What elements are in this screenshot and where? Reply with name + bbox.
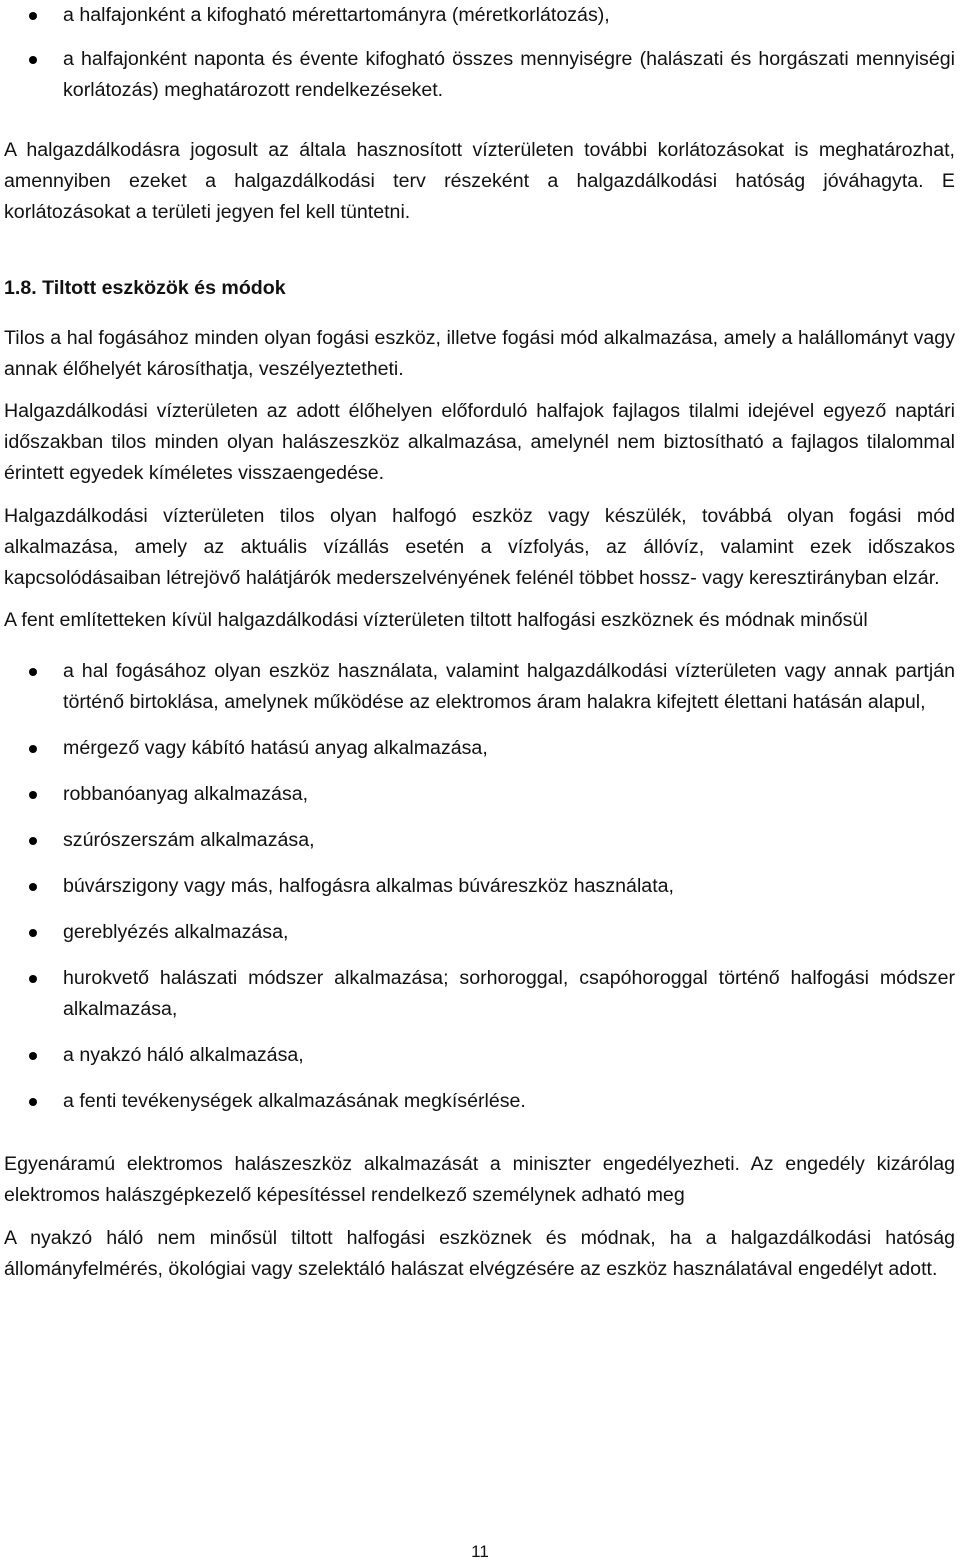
list-item-text: szúrószerszám alkalmazása,	[63, 829, 315, 851]
bullet-icon	[29, 1098, 37, 1106]
list-item-text: mérgező vagy kábító hatású anyag alkalmazása,	[63, 737, 488, 759]
body-paragraph: A nyakzó háló nem minősül tiltott halfogási eszköznek és módnak, ha a halgazdálkodási hatóság állományfelmérés, ökológiai vagy szelektáló halászat elvégzésére az eszköz használatával engedélyt adott.	[4, 1227, 955, 1280]
list-item-text: hurokvető halászati módszer alkalmazása; sorhoroggal, csapóhoroggal történő halfogási módszer alkalmazása,	[63, 967, 955, 1020]
list-item-text: gereblyézés alkalmazása,	[63, 921, 289, 943]
bullet-icon	[29, 668, 37, 676]
body-paragraph: A fent említetteken kívül halgazdálkodási vízterületen tiltott halfogási eszköznek és módnak minősül	[4, 609, 868, 631]
list-item-text: a hal fogásához olyan eszköz használata, valamint halgazdálkodási vízterületen vagy annak partján történő birtoklása, amelynek működése az elektromos áram halakra kifejtett élettani hatásán alapul,	[63, 660, 955, 713]
bullet-icon	[29, 837, 37, 845]
bullet-icon	[29, 975, 37, 983]
bullet-icon	[29, 883, 37, 891]
top-bullet-list	[4, 0, 955, 106]
list-item	[4, 1040, 955, 1071]
document-page	[4, 0, 955, 1285]
list-item-text: búvárszigony vagy más, halfogásra alkalmas búváreszköz használata,	[63, 875, 674, 897]
list-item	[4, 1086, 955, 1117]
list-item	[4, 871, 955, 902]
body-paragraph: Tilos a hal fogásához minden olyan fogási eszköz, illetve fogási mód alkalmazása, amely a halállományt vagy annak élőhelyét károsíthatja, veszélyeztetheti.	[4, 327, 955, 380]
bullet-icon	[29, 12, 37, 20]
list-item	[4, 917, 955, 948]
bullet-icon	[29, 56, 37, 64]
bullet-icon	[29, 791, 37, 799]
list-item-text: a halfajonként naponta és évente kifogható összes mennyiségre (halászati és horgászati mennyiségi korlátozás) meghatározott rendelkezéseket.	[63, 48, 955, 101]
list-item-text: a nyakzó háló alkalmazása,	[63, 1044, 304, 1066]
bullet-icon	[29, 745, 37, 753]
body-paragraph: Egyenáramú elektromos halászeszköz alkalmazását a miniszter engedélyezheti. Az engedély kizárólag elektromos halászgépkezelő képesítéssel rendelkező személynek adható meg	[4, 1153, 955, 1206]
section-heading: 1.8. Tiltott eszközök és módok	[4, 277, 286, 299]
page-number: 11	[471, 1542, 489, 1561]
list-item	[4, 963, 955, 1025]
list-item	[4, 733, 955, 764]
list-item	[4, 656, 955, 718]
list-item-text: robbanóanyag alkalmazása,	[63, 783, 309, 805]
list-item	[4, 0, 955, 31]
intro-paragraph: A halgazdálkodásra jogosult az általa hasznosított vízterületen további korlátozásokat is meghatározhat, amennyiben ezeket a halgazdálkodási terv részeként a halgazdálkodási hatóság jóváhagyta. E korlátozásokat a területi jegyen fel kell tüntetni.	[4, 139, 955, 223]
body-paragraph: Halgazdálkodási vízterületen tilos olyan halfogó eszköz vagy készülék, továbbá olyan fogási mód alkalmazása, amely az aktuális vízállás esetén a vízfolyás, az állóvíz, valamint ezek időszakos kapcsolódásaiban létrejövő halátjárók mederszelvényének felénél többet hossz- vagy keresztirányban elzár.	[4, 505, 955, 589]
list-item	[4, 825, 955, 856]
list-item-text: a halfajonként a kifogható mérettartományra (méretkorlátozás),	[63, 4, 610, 26]
bullet-icon	[29, 1052, 37, 1060]
list-item	[4, 44, 955, 106]
list-item-text: a fenti tevékenységek alkalmazásának megkísérlése.	[63, 1090, 526, 1112]
body-paragraph: Halgazdálkodási vízterületen az adott élőhelyen előforduló halfajok fajlagos tilalmi idejével egyező naptári időszakban tilos minden olyan halászeszköz alkalmazása, amelynél nem biztosítható a fajlagos tilalommal érintett egyedek kíméletes visszaengedése.	[4, 400, 955, 484]
bullet-icon	[29, 929, 37, 937]
list-item	[4, 779, 955, 810]
forbidden-methods-list	[4, 656, 955, 1117]
